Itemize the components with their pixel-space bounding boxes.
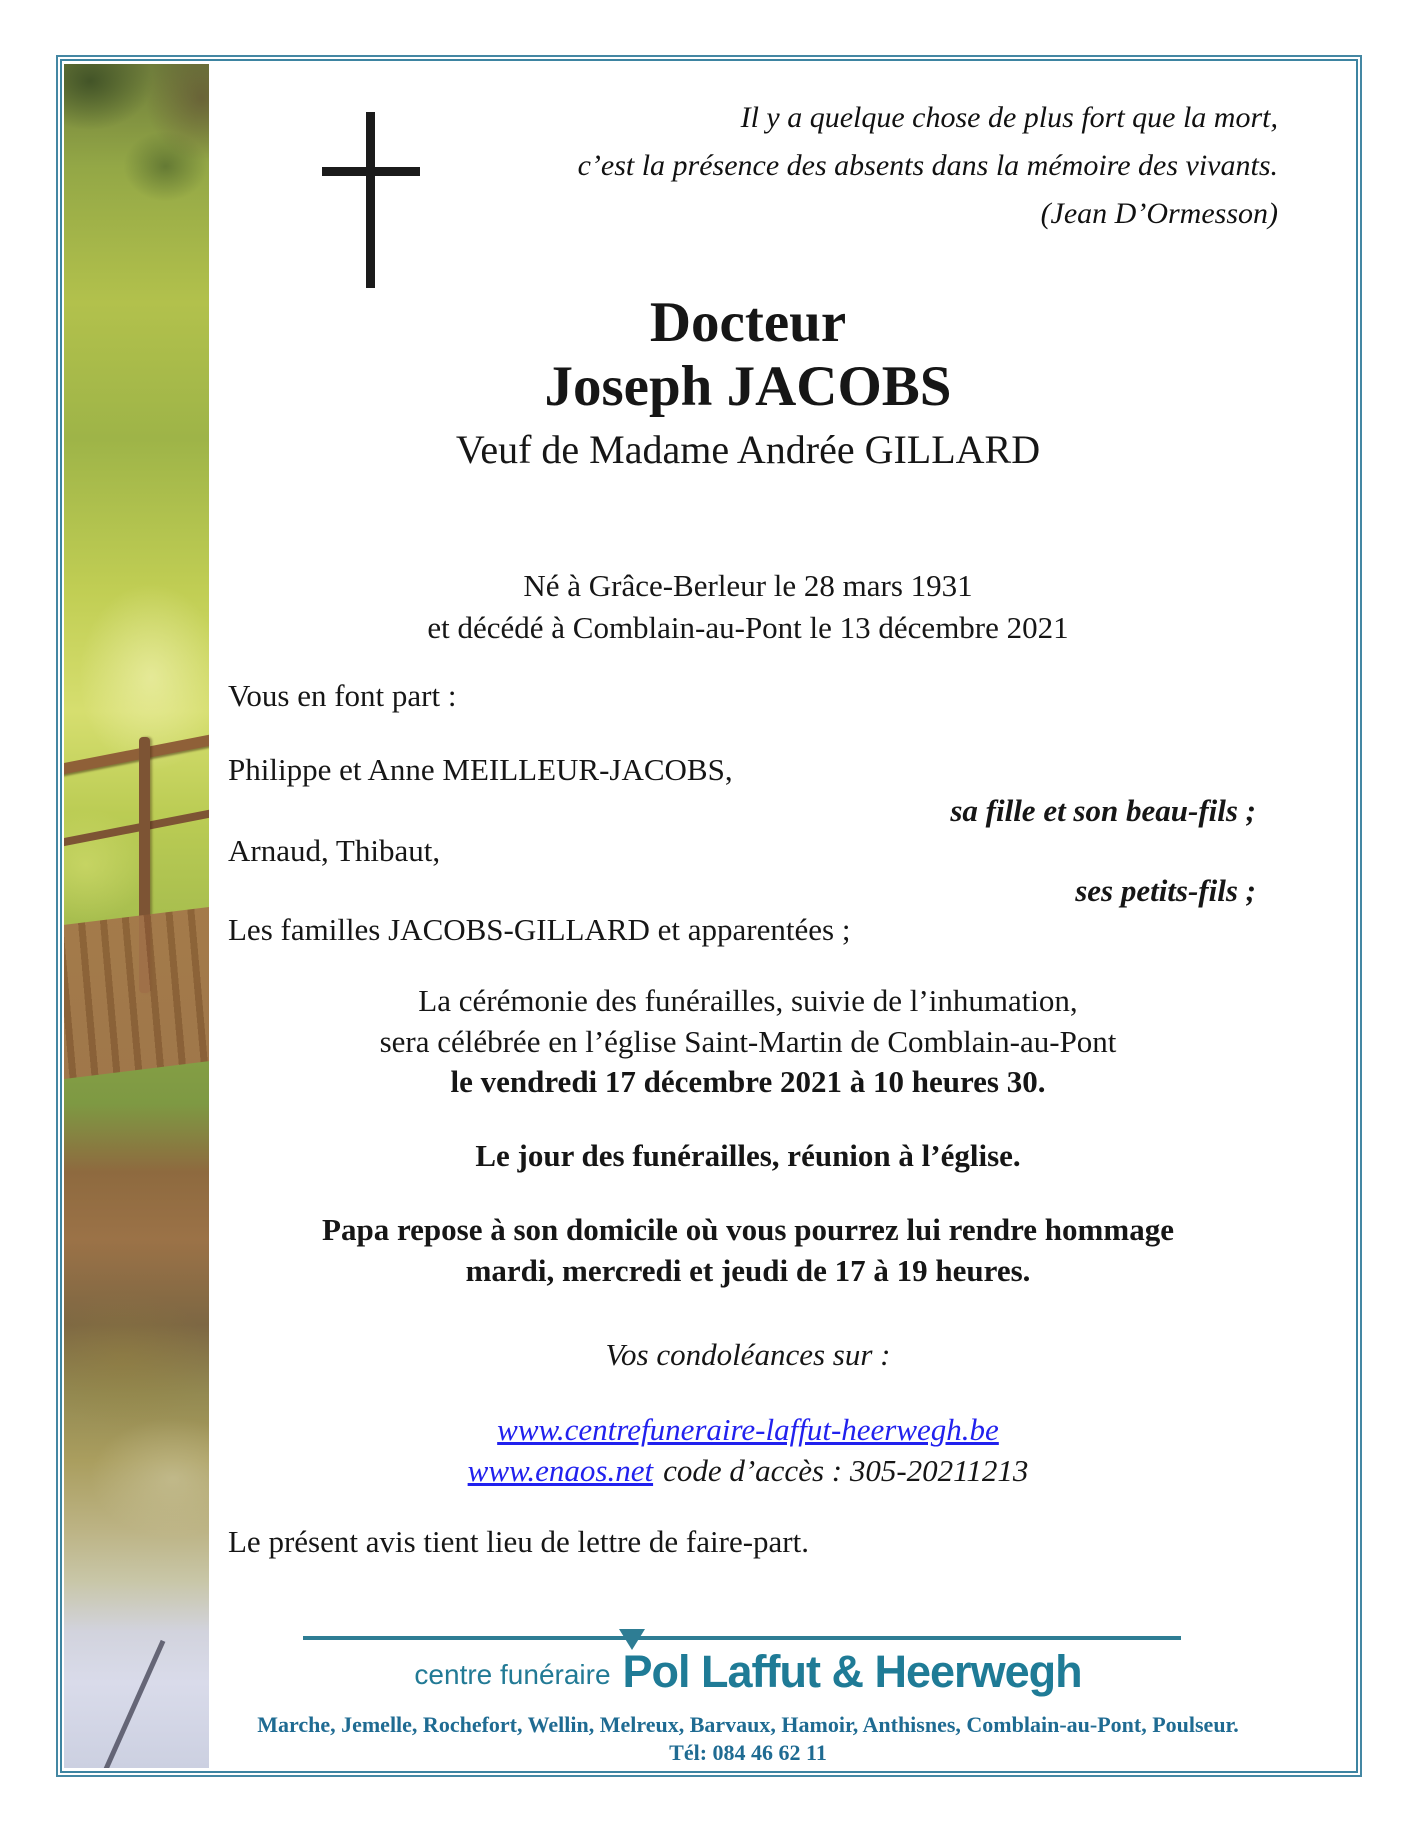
footer-divider (303, 1636, 1181, 1640)
visitation-line: mardi, mercredi et jeudi de 17 à 19 heures. (465, 1253, 1031, 1288)
ceremony-datetime: le vendredi 17 décembre 2021 à 10 heures 30. (450, 1064, 1046, 1099)
birth-line: Né à Grâce-Berleur le 28 mars 1931 (523, 568, 973, 603)
family-names: Philippe et Anne MEILLEUR-JACOBS, (228, 752, 733, 787)
bridge-rail (64, 806, 209, 850)
brand-prefix: centre funéraire (414, 1659, 611, 1690)
funeral-home-link[interactable]: www.centrefuneraire-laffut-heerwegh.be (497, 1412, 999, 1447)
family-relation: sa fille et son beau-fils ; (950, 793, 1256, 828)
quote-line: Il y a quelque chose de plus fort que la mort, (740, 101, 1278, 134)
announcement-intro: Vous en font part : (228, 678, 457, 713)
condolences-link-row (228, 1412, 1268, 1448)
funeral-home-brand (228, 1648, 1268, 1696)
widower-line: Veuf de Madame Andrée GILLARD (455, 427, 1041, 472)
quote-attribution: (Jean D’Ormesson) (1040, 197, 1278, 230)
family-names: Les familles JACOBS-GILLARD et apparentées ; (228, 912, 851, 947)
ceremony-line: sera célébrée en l’église Saint-Martin de Comblain-au-Pont (379, 1024, 1117, 1059)
triangle-down-icon (619, 1629, 645, 1650)
enaos-link[interactable]: www.enaos.net (467, 1453, 654, 1488)
family-names: Arnaud, Thibaut, (228, 833, 441, 868)
memorial-nature-photo (64, 64, 209, 1768)
bridge-rail (64, 731, 209, 778)
ceremony-line: La cérémonie des funérailles, suivie de l’inhumation, (418, 983, 1078, 1018)
cross-icon (366, 112, 375, 288)
condolences-label: Vos condoléances sur : (605, 1337, 891, 1372)
access-code: code d’accès : 305-20211213 (663, 1453, 1029, 1488)
footer-phone: Tél: 084 46 62 11 (669, 1740, 827, 1765)
deceased-title: Docteur (649, 291, 847, 354)
deceased-name: Joseph JACOBS (544, 355, 952, 418)
quote-line: c’est la présence des absents dans la mémoire des vivants. (577, 149, 1278, 182)
family-relation: ses petits-fils ; (1075, 873, 1256, 908)
epigraph-quote (578, 94, 1278, 238)
meeting-line: Le jour des funérailles, réunion à l’église. (475, 1138, 1021, 1173)
death-line: et décédé à Comblain-au-Pont le 13 décembre 2021 (427, 610, 1069, 645)
brand-name: Pol Laffut & Heerwegh (622, 1646, 1082, 1697)
bridge-deck (64, 906, 209, 1080)
visitation-line: Papa repose à son domicile où vous pourrez lui rendre hommage (322, 1212, 1174, 1247)
brand-name-wrap (623, 1648, 1082, 1696)
footer-locations: Marche, Jemelle, Rochefort, Wellin, Melreux, Barvaux, Hamoir, Anthisnes, Comblain-au-Pont, Poulseur. (257, 1712, 1239, 1737)
closing-line: Le présent avis tient lieu de lettre de faire-part. (228, 1524, 809, 1559)
enaos-link-row (228, 1453, 1268, 1489)
water-stick (78, 1639, 166, 1768)
